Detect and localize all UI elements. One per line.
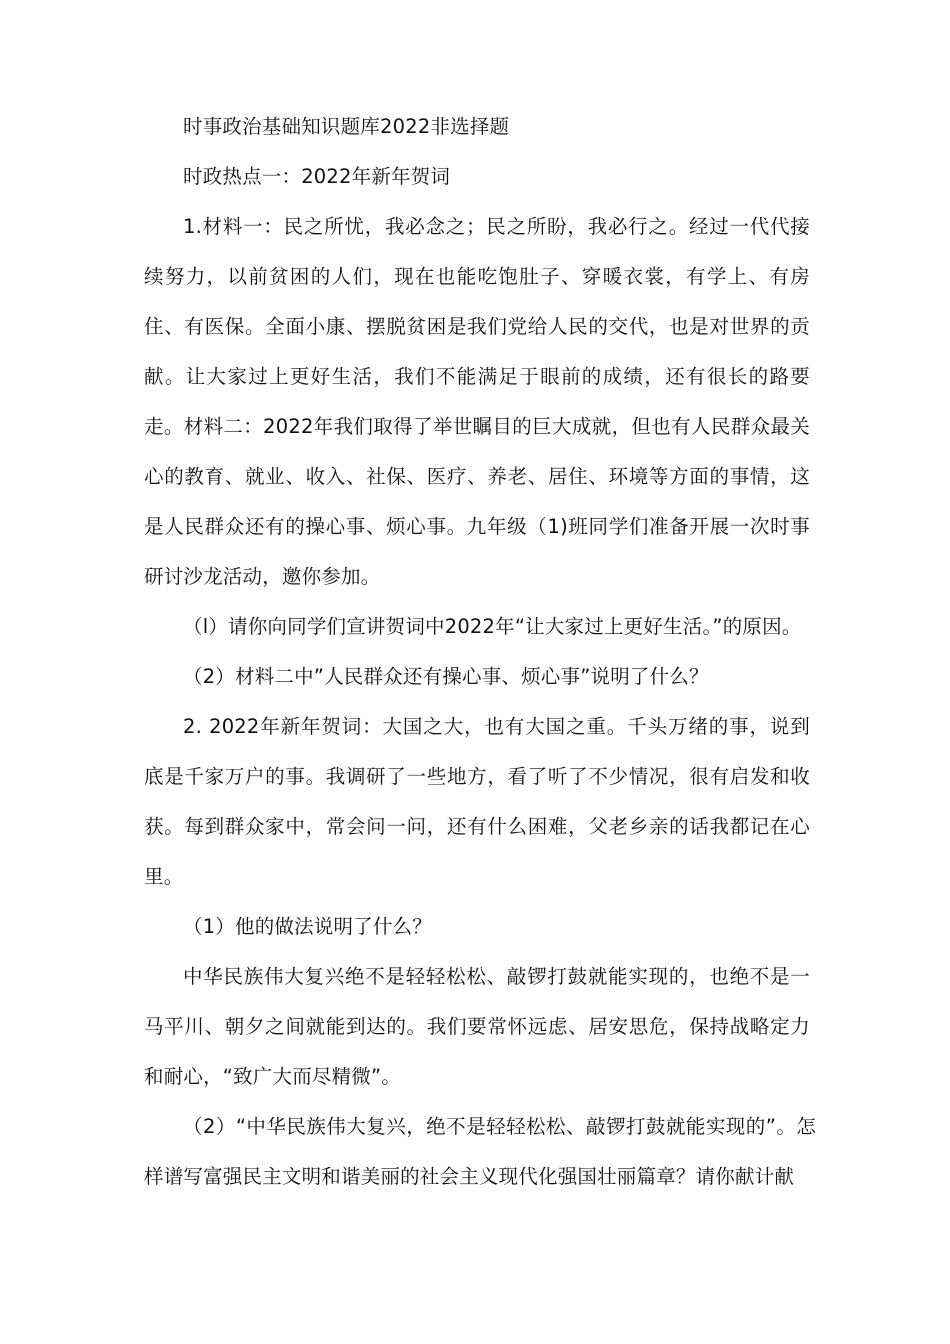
document-title: 时事政治基础知识题库2022非选择题	[183, 115, 510, 138]
question-1-sub-2: （2）材料二中”人民群众还有操心事、烦心事”说明了什么？	[183, 665, 709, 688]
question-2-sub-2: （2）“中华民族伟大复兴，绝不是轻轻松松、敲锣打鼓就能实现的”。怎样谱写富强民主文明和谐美丽的社会主义现代化强国壮丽篇章？请你献计献	[144, 1115, 816, 1188]
question-2-quote: 中华民族伟大复兴绝不是轻轻松松、敲锣打鼓就能实现的，也绝不是一马平川、朝夕之间就能到达的。我们要常怀远虑、居安思危，保持战略定力和耐心，“致广大而尽精微”。	[144, 965, 810, 1088]
section-heading: 时政热点一：2022年新年贺词	[183, 165, 451, 188]
question-2-sub-1: （1）他的做法说明了什么？	[183, 915, 433, 938]
question-2-material: 2. 2022年新年贺词：大国之大，也有大国之重。千头万绪的事，说到底是千家万户的事。我调研了一些地方，看了听了不少情况，很有启发和收获。每到群众家中，常会问一问，还有什么困难，父老乡亲的话我都记在心里。	[144, 715, 810, 888]
question-1-sub-1: （l）请你向同学们宣讲贺词中2022年“让大家过上更好生活。”的原因。	[183, 615, 802, 638]
question-1-material: 1.材料一：民之所忧，我必念之；民之所盼，我必行之。经过一代代接续努力，以前贫困的人们，现在也能吃饱肚子、穿暖衣裳，有学上、有房住、有医保。全面小康、摆脱贫困是我们党给人民的交代，也是对世界的贡献。让大家过上更好生活，我们不能满足于眼前的成绩，还有很长的路要走。材料二：2022年我们取得了举世瞩目的巨大成就，但也有人民群众最关心的教育、就业、收入、社保、医疗、养老、居住、环境等方面的事情，这是人民群众还有的操心事、烦心事。九年级（1)班同学们准备开展一次时事研讨沙龙活动，邀你参加。	[144, 215, 810, 588]
